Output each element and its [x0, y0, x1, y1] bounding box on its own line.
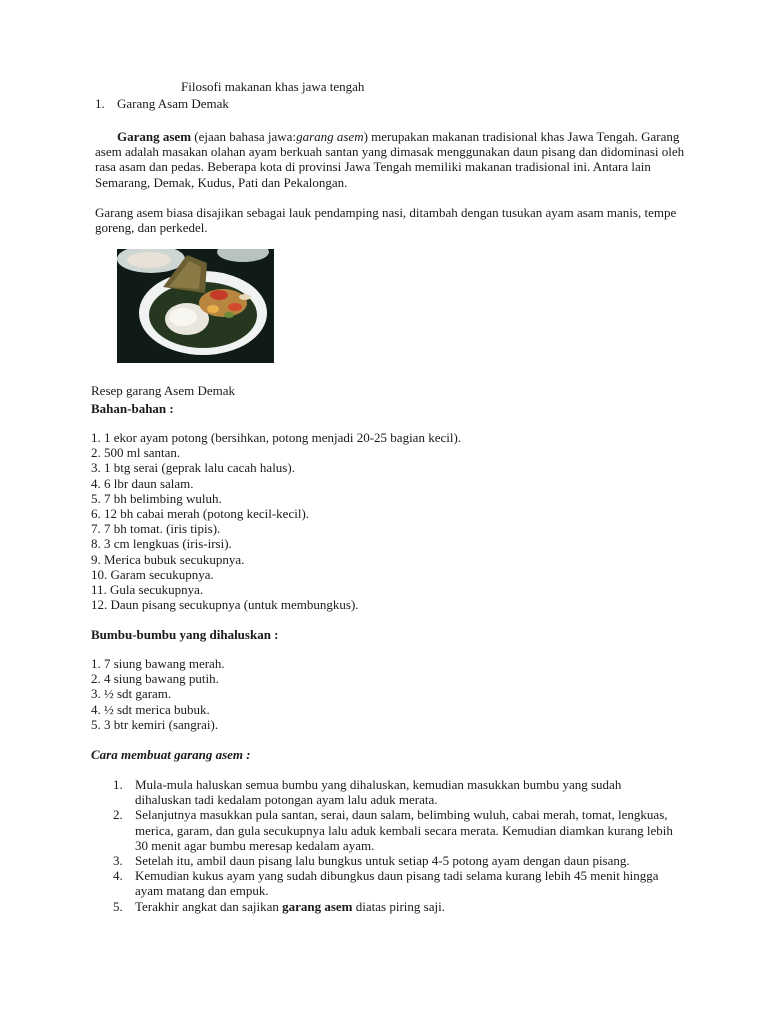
ingredients-list [91, 430, 461, 612]
step-text: Mula-mula haluskan semua bumbu yang dihaluskan, kemudian masukkan bumbu yang sudah dihaluskan tadi kedalam potongan ayam lalu aduk merata. [135, 777, 622, 808]
step-text: Kemudian kukus ayam yang sudah dibungkus daun pisang tadi selama kurang lebih 45 menit hingga ayam matang dan empuk. [135, 868, 659, 899]
step-number: 5. [113, 898, 123, 914]
list-item: 2. 4 siung bawang putih. [91, 671, 219, 687]
list-item: 3. 1 btg serai (geprak lalu cacah halus). [91, 460, 295, 476]
spices-heading: Bumbu-bumbu yang dihaluskan : [91, 627, 279, 642]
list-item: 2. 500 ml santan. [91, 445, 181, 461]
step-number: 1. [113, 777, 123, 792]
step-bold-term: garang asem [282, 898, 353, 914]
section-title: Garang Asam Demak [117, 96, 229, 111]
method-step [113, 853, 673, 868]
serving-paragraph: Garang asem biasa disajikan sebagai lauk pendamping nasi, ditambah dengan tusukan ayam asam manis, tempe goreng, dan perkedel. [95, 205, 677, 236]
intro-paren-open: (ejaan bahasa jawa: [191, 129, 297, 144]
list-item: 11. Gula secukupnya. [91, 581, 204, 597]
intro-paragraph [95, 129, 685, 190]
step-text: Terakhir angkat dan sajikan [135, 898, 283, 914]
list-item: 6. 12 bh cabai merah (potong kecil-kecil). [91, 505, 310, 521]
method-heading: Cara membuat garang asem : [91, 747, 251, 762]
recipe-title: Resep garang Asem Demak [91, 383, 236, 398]
list-item: 7. 7 bh tomat. (iris tipis). [91, 521, 221, 537]
list-item: 1. 1 ekor ayam potong (bersihkan, potong menjadi 20-25 bagian kecil). [91, 430, 462, 445]
list-item: 8. 3 cm lengkuas (iris-irsi). [91, 536, 232, 552]
list-item: 5. 3 btr kemiri (sangrai). [91, 716, 219, 732]
method-step [113, 899, 673, 914]
list-item: 10. Garam secukupnya. [91, 566, 214, 582]
list-item: 9. Merica bubuk secukupnya. [91, 551, 245, 567]
intro-term: Garang asem [117, 129, 192, 144]
intro-rest: ) merupakan makanan tradisional khas Jawa Tengah. Garang asem adalah masakan olahan ayam berkuah santan yang dimasak menggunakan daun pisang dan didominasi oleh rasa asam dan pedas. Beberapa kota di provinsi Jawa Tengah memiliki makanan tradisional ini. Antara lain Semarang, Demak, Kudus, Pati dan Pekalongan. [95, 129, 685, 190]
spices-list [91, 656, 225, 732]
list-item: 12. Daun pisang secukupnya (untuk membungkus). [91, 597, 359, 613]
step-text: Setelah itu, ambil daun pisang lalu bungkus untuk setiap 4-5 potong ayam dengan daun pisang. [135, 853, 630, 869]
method-step [113, 807, 673, 853]
list-item: 4. 6 lbr daun salam. [91, 475, 194, 491]
list-item: 3. ½ sdt garam. [91, 686, 172, 702]
method-list [113, 777, 673, 914]
intro-paren-term: garang asem [296, 129, 364, 144]
method-step [113, 868, 673, 898]
document-title: Filosofi makanan khas jawa tengah [181, 79, 365, 94]
list-item: 5. 7 bh belimbing wuluh. [91, 490, 222, 506]
section-number: 1. [95, 96, 105, 111]
ingredients-heading: Bahan-bahan : [91, 401, 174, 416]
food-photo [117, 249, 274, 363]
list-item: 4. ½ sdt merica bubuk. [91, 701, 210, 717]
step-number: 3. [113, 853, 123, 869]
step-number: 2. [113, 807, 123, 823]
step-text: diatas piring saji. [352, 898, 445, 914]
section-heading [95, 96, 229, 111]
step-number: 4. [113, 868, 123, 884]
step-text: Selanjutnya masukkan pula santan, serai, daun salam, belimbing wuluh, cabai merah, tomat, lengkuas, merica, garam, dan gula secukupnya lalu aduk kembali secara merata. Kemudian diamkan kurang lebih 30 menit agar bumbu meresap kedalam ayam. [135, 807, 673, 853]
method-step [113, 777, 673, 807]
list-item: 1. 7 siung bawang merah. [91, 656, 225, 671]
